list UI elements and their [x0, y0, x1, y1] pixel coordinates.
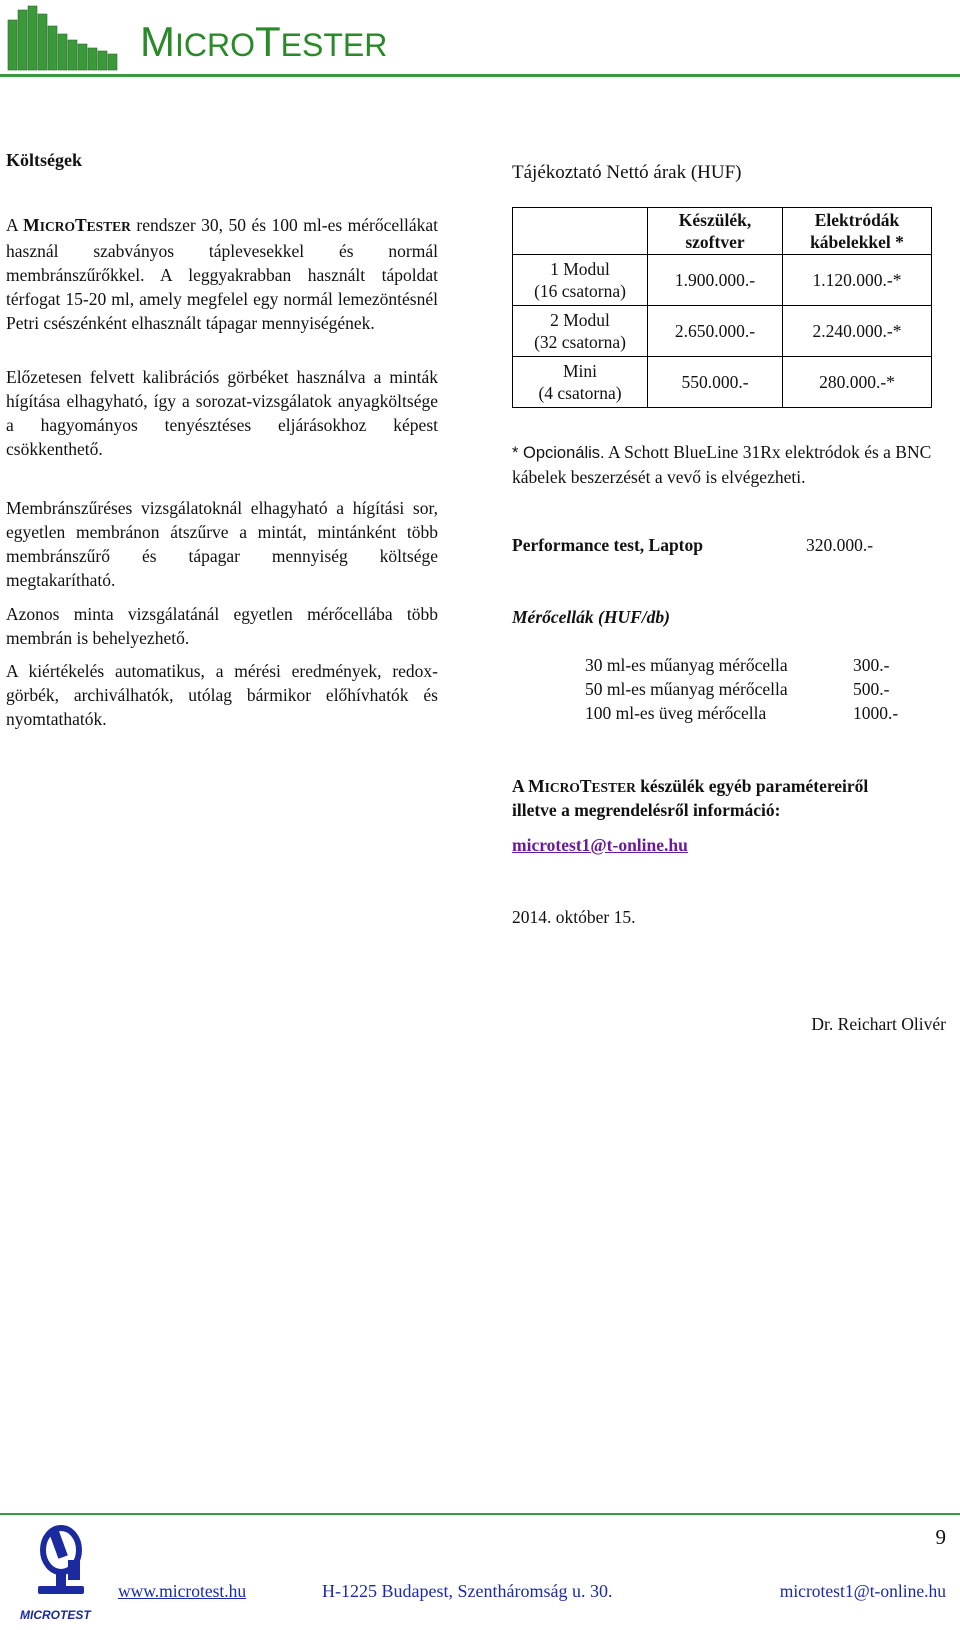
price-table-title: Tájékoztató Nettó árak (HUF)	[512, 162, 742, 183]
footer-logo-text: MICROTEST	[20, 1608, 91, 1622]
signature: Dr. Reichart Olivér	[811, 1014, 946, 1034]
footer-website-link[interactable]: www.microtest.hu	[118, 1581, 247, 1601]
row-device-price: 1.900.000.-	[648, 255, 783, 306]
brand-title: MICROTESTER	[140, 18, 388, 65]
row-device-price: 550.000.-	[648, 357, 783, 408]
cell-name: 100 ml-es üveg mérőcella	[585, 703, 767, 723]
table-row	[513, 306, 932, 357]
info-line-1: A MICROTESTER készülék egyéb paramétereiről	[512, 776, 869, 796]
row-electrodes-price: 2.240.000.-*	[783, 306, 932, 357]
row-electrodes-price: 280.000.-*	[783, 357, 932, 408]
header-divider	[0, 74, 960, 77]
table-corner-cell	[513, 208, 648, 255]
row-electrodes-price: 1.120.000.-*	[783, 255, 932, 306]
microscope-logo-icon	[18, 1520, 104, 1606]
footer-email: microtest1@t-online.hu	[779, 1581, 946, 1601]
footer-divider	[0, 1513, 960, 1515]
table-header-row	[513, 208, 932, 255]
section-heading: Költségek	[6, 150, 82, 170]
header-device: Készülék, szoftver	[648, 208, 783, 255]
info-line-2: illetve a megrendelésről információ:	[512, 800, 781, 820]
cell-name: 30 ml-es műanyag mérőcella	[585, 655, 788, 675]
cells-heading: Mérőcellák (HUF/db)	[512, 607, 670, 627]
performance-label: Performance test, Laptop	[512, 535, 703, 555]
footer-address: H-1225 Budapest, Szentháromság u. 30.	[322, 1581, 613, 1601]
row-label: 1 Modul (16 csatorna)	[513, 255, 648, 306]
paragraph-calibration: Előzetesen felvett kalibrációs görbéket használva a minták hígítása elhagyható, így a sorozat-vizsgálatok anyagköltsége a hagyományos tenyésztéses eljárásokhoz képest csökkenthető.	[6, 367, 438, 459]
email-link[interactable]: microtest1@t-online.hu	[512, 835, 688, 855]
cell-price: 500.-	[853, 679, 890, 699]
cell-price: 300.-	[853, 655, 890, 675]
row-label: 2 Modul (32 csatorna)	[513, 306, 648, 357]
table-row	[513, 357, 932, 408]
document-date: 2014. október 15.	[512, 907, 636, 927]
cell-price: 1000.-	[853, 703, 899, 723]
table-footnote: * Opcionális. A Schott BlueLine 31Rx elektródok és a BNC kábelek beszerzését a vevő is elvégezheti.	[512, 442, 932, 487]
cell-name: 50 ml-es műanyag mérőcella	[585, 679, 788, 699]
table-row	[513, 255, 932, 306]
page-number: 9	[935, 1525, 946, 1549]
header-electrodes: Elektródák kábelekkel *	[783, 208, 932, 255]
paragraph-single-cell: Azonos minta vizsgálatánál egyetlen mérőcellába több membrán is behelyezhető.	[6, 604, 438, 648]
price-table	[512, 207, 932, 408]
microtester-logo-icon	[6, 4, 126, 72]
row-label: Mini (4 csatorna)	[513, 357, 648, 408]
paragraph-membrane: Membránszűréses vizsgálatoknál elhagyható a hígítási sor, egyetlen membránon átszűrve a mintát, mintánként több membránszűrő és tápagar mennyiség költsége megtakarítható.	[6, 498, 438, 590]
paragraph-intro: A MICROTESTER rendszer 30, 50 és 100 ml-es mérőcellákat használ szabványos táplevesekkel és normál membránszűrőkkel. A leggyakrabban használt tápoldat térfogat 15-20 ml, amely megfelel egy normál lemezöntésnél Petri csészénként elhasznált tápagar mennyiségének.	[6, 215, 438, 333]
paragraph-evaluation: A kiértékelés automatikus, a mérési eredmények, redox-görbék, archiválhatók, utólag bármikor előhívhatók és nyomtathatók.	[6, 661, 438, 729]
row-device-price: 2.650.000.-	[648, 306, 783, 357]
performance-price: 320.000.-	[806, 535, 874, 555]
